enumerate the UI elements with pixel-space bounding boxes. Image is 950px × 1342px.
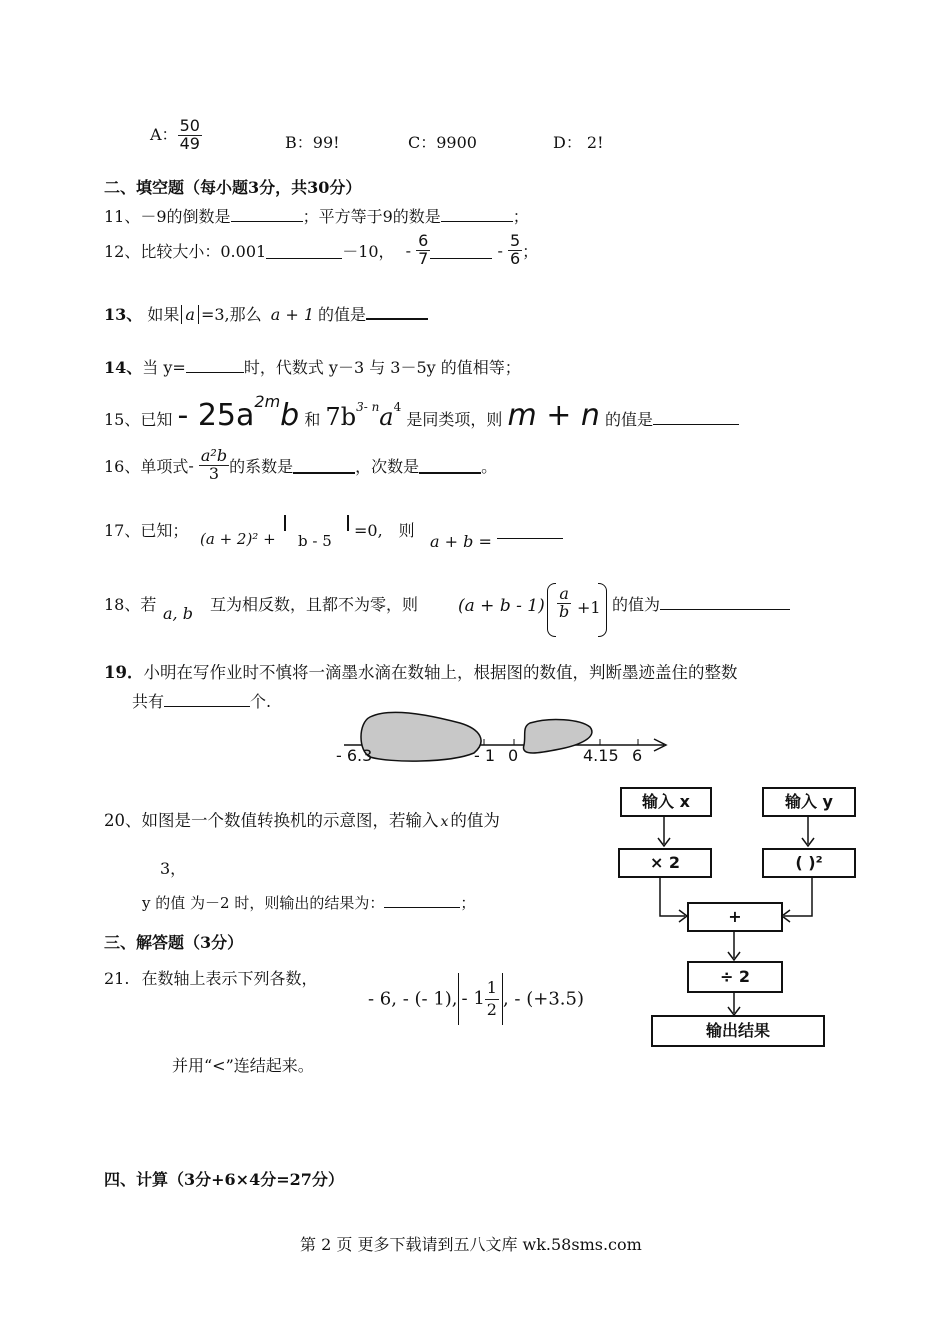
ink-blot-right <box>523 720 591 753</box>
label-6: 6 <box>632 746 643 765</box>
section3-title: 三、解答题（3分） <box>104 933 244 952</box>
section4-title: 四、计算（3分+6×4分=27分） <box>104 1170 344 1189</box>
section2-title: 二、填空题（每小题3分，共30分） <box>104 178 362 197</box>
q18-paren-left <box>547 583 556 637</box>
choice-a-fraction: $\frac{50}{49}$ <box>179 116 200 153</box>
choice-b: B：99! <box>285 133 340 152</box>
question-20-line3: y 的值 为－2 时，则输出的结果为： ； <box>142 894 476 912</box>
machine-times-2: × 2 <box>618 848 712 878</box>
q17-abs-bar-right <box>347 515 349 531</box>
q16-blank-1[interactable] <box>293 456 355 474</box>
q18-plus-one: +1 <box>577 598 601 617</box>
machine-output: 输出结果 <box>651 1015 825 1047</box>
machine-plus: + <box>687 902 783 932</box>
q18-vars: a, b <box>163 604 193 623</box>
choice-d: D： 2! <box>553 133 604 152</box>
q15-blank[interactable] <box>653 408 739 425</box>
q16-blank-2[interactable] <box>419 456 481 474</box>
choice-a-label: A： <box>150 124 178 144</box>
question-12: 12、比较大小：0.001 －10， - $\frac{6}{7}$ - $\frac{5}{6}$ ； <box>104 231 539 268</box>
q18-expr1: (a + b - 1) <box>458 596 545 616</box>
q20-blank[interactable] <box>384 892 460 908</box>
machine-input-y: 输入 y <box>762 787 856 817</box>
q13-absolute-value: a <box>181 305 199 324</box>
machine-arrows <box>600 780 880 1020</box>
machine-square: ( )² <box>762 848 856 878</box>
question-14: 14、当 y= 时，代数式 y－3 与 3－5y 的值相等； <box>104 358 521 377</box>
q18-paren-right <box>598 583 607 637</box>
question-20-line2: 3， <box>160 859 187 878</box>
label-0: 0 <box>508 746 519 765</box>
q11-blank-1[interactable] <box>231 205 303 222</box>
question-15: 15、已知 - $25a^{2m}b$ 和 $7b^{3- n}a^4$ 是同类项，则 m + n 的值是 <box>104 392 739 436</box>
question-13: 13、 如果 a =3,那么 a + 1 的值是 <box>104 302 428 325</box>
machine-input-x: 输入 x <box>620 787 712 817</box>
q13-blank[interactable] <box>366 302 428 320</box>
choice-c: C：9900 <box>408 133 477 152</box>
q12-fraction-1: $\frac{6}{7}$ <box>418 231 429 268</box>
number-line-figure <box>330 705 680 775</box>
q17-abs-inner: b - 5 <box>298 532 332 550</box>
q12-blank-1[interactable] <box>266 242 342 259</box>
q15-m-plus-n: m + n <box>507 398 600 433</box>
question-19-line2: 共有 个. <box>132 692 272 711</box>
question-21: 21. 在数轴上表示下列各数， <box>104 969 318 988</box>
question-20-line1: 20、如图是一个数值转换机的示意图，若输入 x 的值为 <box>104 811 500 830</box>
q17-a-plus-b: a + b = <box>430 532 492 551</box>
question-11: 11、－9的倒数是 ；平方等于9的数是 ； <box>104 207 529 226</box>
q19-blank[interactable] <box>164 690 250 707</box>
q18-tail: 的值为 <box>612 592 790 615</box>
label-4-15: 4.15 <box>583 746 619 765</box>
choice-a <box>150 118 202 153</box>
arrow-left-branch <box>660 876 685 916</box>
q17-expression: (a + 2)² + <box>200 530 276 548</box>
q18-text: 互为相反数，且都不为零，则 <box>210 595 419 614</box>
label-neg-1: - 1 <box>474 746 496 765</box>
q17-tail: =0, 则 <box>354 521 415 540</box>
q12-fraction-2: $\frac{5}{6}$ <box>509 231 521 268</box>
q18-blank[interactable] <box>660 593 790 610</box>
question-17: 17、已知； <box>104 521 189 540</box>
q11-blank-2[interactable] <box>441 205 513 222</box>
arrow-right-branch <box>784 876 812 916</box>
machine-divide-2: ÷ 2 <box>687 961 783 993</box>
question-18: 18、若 <box>104 595 157 614</box>
question-19-line1: 19．小明在写作业时不慎将一滴墨水滴在数轴上，根据图的数值，判断墨迹盖住的整数 <box>104 663 738 682</box>
q21-expression: - 6, - (- 1), - 1 $\frac{1}{2}$ , - (+3.5) <box>368 973 584 1033</box>
q15-term1: - $25a^{2m}b$ <box>177 392 300 433</box>
label-neg-6-3: - 6.3 <box>336 746 373 765</box>
q17-blank[interactable] <box>497 538 563 539</box>
page-footer: 第 2 页 更多下载请到五八文库 wk.58sms.com <box>300 1235 642 1254</box>
q12-blank-2[interactable] <box>430 242 492 259</box>
q18-fraction: $\frac{a}{b}$ <box>559 584 570 621</box>
ink-blot-left <box>361 712 481 761</box>
q16-fraction: $\frac{\text{a²b}}{3}$ <box>200 446 228 483</box>
q14-blank[interactable] <box>186 356 244 373</box>
q21-line2: 并用“<”连结起来。 <box>172 1056 314 1075</box>
question-16: 16、单项式- $\frac{\text{a²b}}{3}$ 的系数是 ，次数是 。 <box>104 446 498 483</box>
q15-term2: $7b^{3- n}a^4$ <box>325 400 402 431</box>
q17-abs-bar-left <box>284 515 286 531</box>
